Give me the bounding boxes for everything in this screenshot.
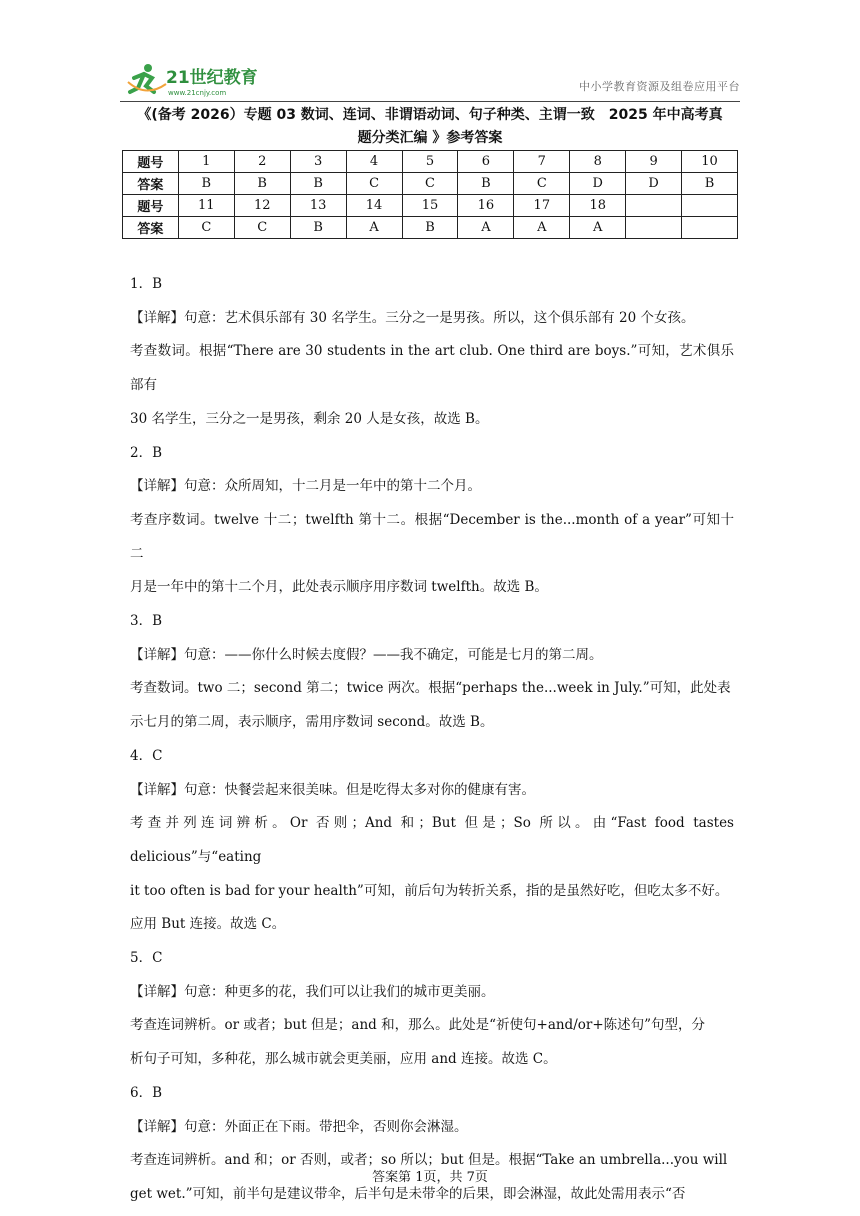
question-number: 6．B bbox=[130, 1084, 163, 1101]
table-cell: B bbox=[234, 173, 290, 195]
table-cell: 4 bbox=[346, 151, 402, 173]
page-footer: 答案第 1页，共 7页 bbox=[372, 1170, 488, 1185]
table-cell: A bbox=[346, 217, 402, 239]
table-row bbox=[123, 151, 738, 173]
table-cell: 3 bbox=[290, 151, 346, 173]
explanation-line: 考查连词辨析。or 或者；but 但是；and 和，那么。此处是“祈使句+and/or+陈述句”句型，分 bbox=[130, 1017, 706, 1034]
explanation-line: 析句子可知，多种花，那么城市就会更美丽，应用 and 连接。故选 C。 bbox=[130, 1051, 557, 1068]
title-line-2: 题分类汇编 》参考答案 bbox=[357, 130, 503, 146]
table-cell: B bbox=[178, 173, 234, 195]
title-line-1: 《(备考 2026）专题 03 数词、连词、非谓语动词、句子种类、主谓一致 2025 年中高考真 bbox=[137, 107, 723, 123]
table-cell: 16 bbox=[458, 195, 514, 217]
explanation-line: 示七月的第二周，表示顺序，需用序数词 second。故选 B。 bbox=[130, 714, 494, 731]
table-cell: B bbox=[402, 217, 458, 239]
explanation-line: 考查数词。根据“There are 30 students in the art club. One third are boys.”可知，艺术俱乐部有 bbox=[130, 343, 734, 394]
table-cell bbox=[681, 217, 737, 239]
table-cell: 17 bbox=[514, 195, 570, 217]
header-rule bbox=[120, 101, 740, 102]
explanation-line: it too often is bad for your health”可知，前后句为转折关系，指的是虽然好吃，但吃太多不好。 bbox=[130, 882, 729, 899]
table-cell: C bbox=[346, 173, 402, 195]
explanation-line: 应用 But 连接。故选 C。 bbox=[130, 916, 286, 933]
table-cell: D bbox=[626, 173, 682, 195]
explanation-line: 【详解】句意：种更多的花，我们可以让我们的城市更美丽。 bbox=[130, 983, 495, 1000]
page-header bbox=[120, 60, 740, 100]
table-cell: 12 bbox=[234, 195, 290, 217]
platform-label: 中小学教育资源及组卷应用平台 bbox=[579, 80, 740, 93]
document-title bbox=[120, 104, 740, 150]
table-cell: A bbox=[570, 217, 626, 239]
table-row bbox=[123, 173, 738, 195]
question-number: 3．B bbox=[130, 613, 163, 630]
explanation-line: 月是一年中的第十二个月，此处表示顺序用序数词 twelfth。故选 B。 bbox=[130, 579, 548, 596]
question-number: 4．C bbox=[130, 747, 163, 764]
explanation-line: 【详解】句意：——你什么时候去度假？——我不确定，可能是七月的第二周。 bbox=[130, 646, 603, 663]
table-cell: C bbox=[402, 173, 458, 195]
table-cell: 14 bbox=[346, 195, 402, 217]
explanation-line: 考查序数词。twelve 十二；twelfth 第十二。根据“December is the...month of a year”可知十二 bbox=[130, 511, 734, 562]
table-row bbox=[123, 195, 738, 217]
explanation-line: 考查数词。two 二；second 第二；twice 两次。根据“perhaps the...week in July.”可知，此处表 bbox=[130, 680, 731, 697]
table-cell: 2 bbox=[234, 151, 290, 173]
explanation-line: get wet.”可知，前半句是建议带伞，后半句是未带伞的后果，即会淋湿，故此处需用表示“否 bbox=[130, 1185, 686, 1202]
table-cell: 6 bbox=[458, 151, 514, 173]
table-cell: C bbox=[514, 173, 570, 195]
row-header: 答案 bbox=[123, 173, 179, 195]
explanation-line: 【详解】句意：快餐尝起来很美味。但是吃得太多对你的健康有害。 bbox=[130, 781, 535, 798]
table-cell: A bbox=[458, 217, 514, 239]
answer-table bbox=[122, 150, 738, 239]
table-cell: A bbox=[514, 217, 570, 239]
table-cell: B bbox=[458, 173, 514, 195]
question-number: 1．B bbox=[130, 276, 163, 292]
table-cell bbox=[626, 195, 682, 217]
row-header: 答案 bbox=[123, 217, 179, 239]
explanation-line: 【详解】句意：艺术俱乐部有 30 名学生。三分之一是男孩。所以，这个俱乐部有 20 个女孩。 bbox=[130, 309, 695, 326]
table-cell: C bbox=[178, 217, 234, 239]
explanation-line: 【详解】句意：众所周知，十二月是一年中的第十二个月。 bbox=[130, 478, 481, 495]
row-header: 题号 bbox=[123, 151, 179, 173]
row-header: 题号 bbox=[123, 195, 179, 217]
table-cell: 15 bbox=[402, 195, 458, 217]
explanation-line: 【详解】句意：外面正在下雨。带把伞，否则你会淋湿。 bbox=[130, 1118, 468, 1135]
table-cell: 7 bbox=[514, 151, 570, 173]
answer-details bbox=[130, 268, 734, 1212]
table-cell: B bbox=[681, 173, 737, 195]
table-cell: 11 bbox=[178, 195, 234, 217]
table-cell: 8 bbox=[570, 151, 626, 173]
table-cell: 10 bbox=[681, 151, 737, 173]
table-cell: B bbox=[290, 173, 346, 195]
table-row bbox=[123, 217, 738, 239]
table-cell: 13 bbox=[290, 195, 346, 217]
table-cell bbox=[681, 195, 737, 217]
table-cell: 5 bbox=[402, 151, 458, 173]
explanation-line: 30 名学生，三分之一是男孩，剩余 20 人是女孩，故选 B。 bbox=[130, 410, 489, 427]
table-cell: 18 bbox=[570, 195, 626, 217]
explanation-line: 考查连词辨析。and 和；or 否则，或者；so 所以；but 但是。根据“Take an umbrella...you will bbox=[130, 1152, 728, 1169]
table-cell: 9 bbox=[626, 151, 682, 173]
logo-text: 21世纪教育 bbox=[166, 68, 258, 88]
table-cell bbox=[626, 217, 682, 239]
table-cell: 1 bbox=[178, 151, 234, 173]
table-cell: D bbox=[570, 173, 626, 195]
logo bbox=[126, 62, 266, 98]
explanation-line: 考查并列连词辨析。Or 否则；And 和；But 但是；So 所以。由“Fast food tastes delicious”与“eating bbox=[130, 815, 734, 865]
runner-icon bbox=[128, 64, 166, 92]
question-number: 2．B bbox=[130, 444, 163, 461]
logo-url: www.21cnjy.com bbox=[168, 89, 227, 97]
question-number: 5．C bbox=[130, 950, 163, 967]
table-cell: C bbox=[234, 217, 290, 239]
table-cell: B bbox=[290, 217, 346, 239]
